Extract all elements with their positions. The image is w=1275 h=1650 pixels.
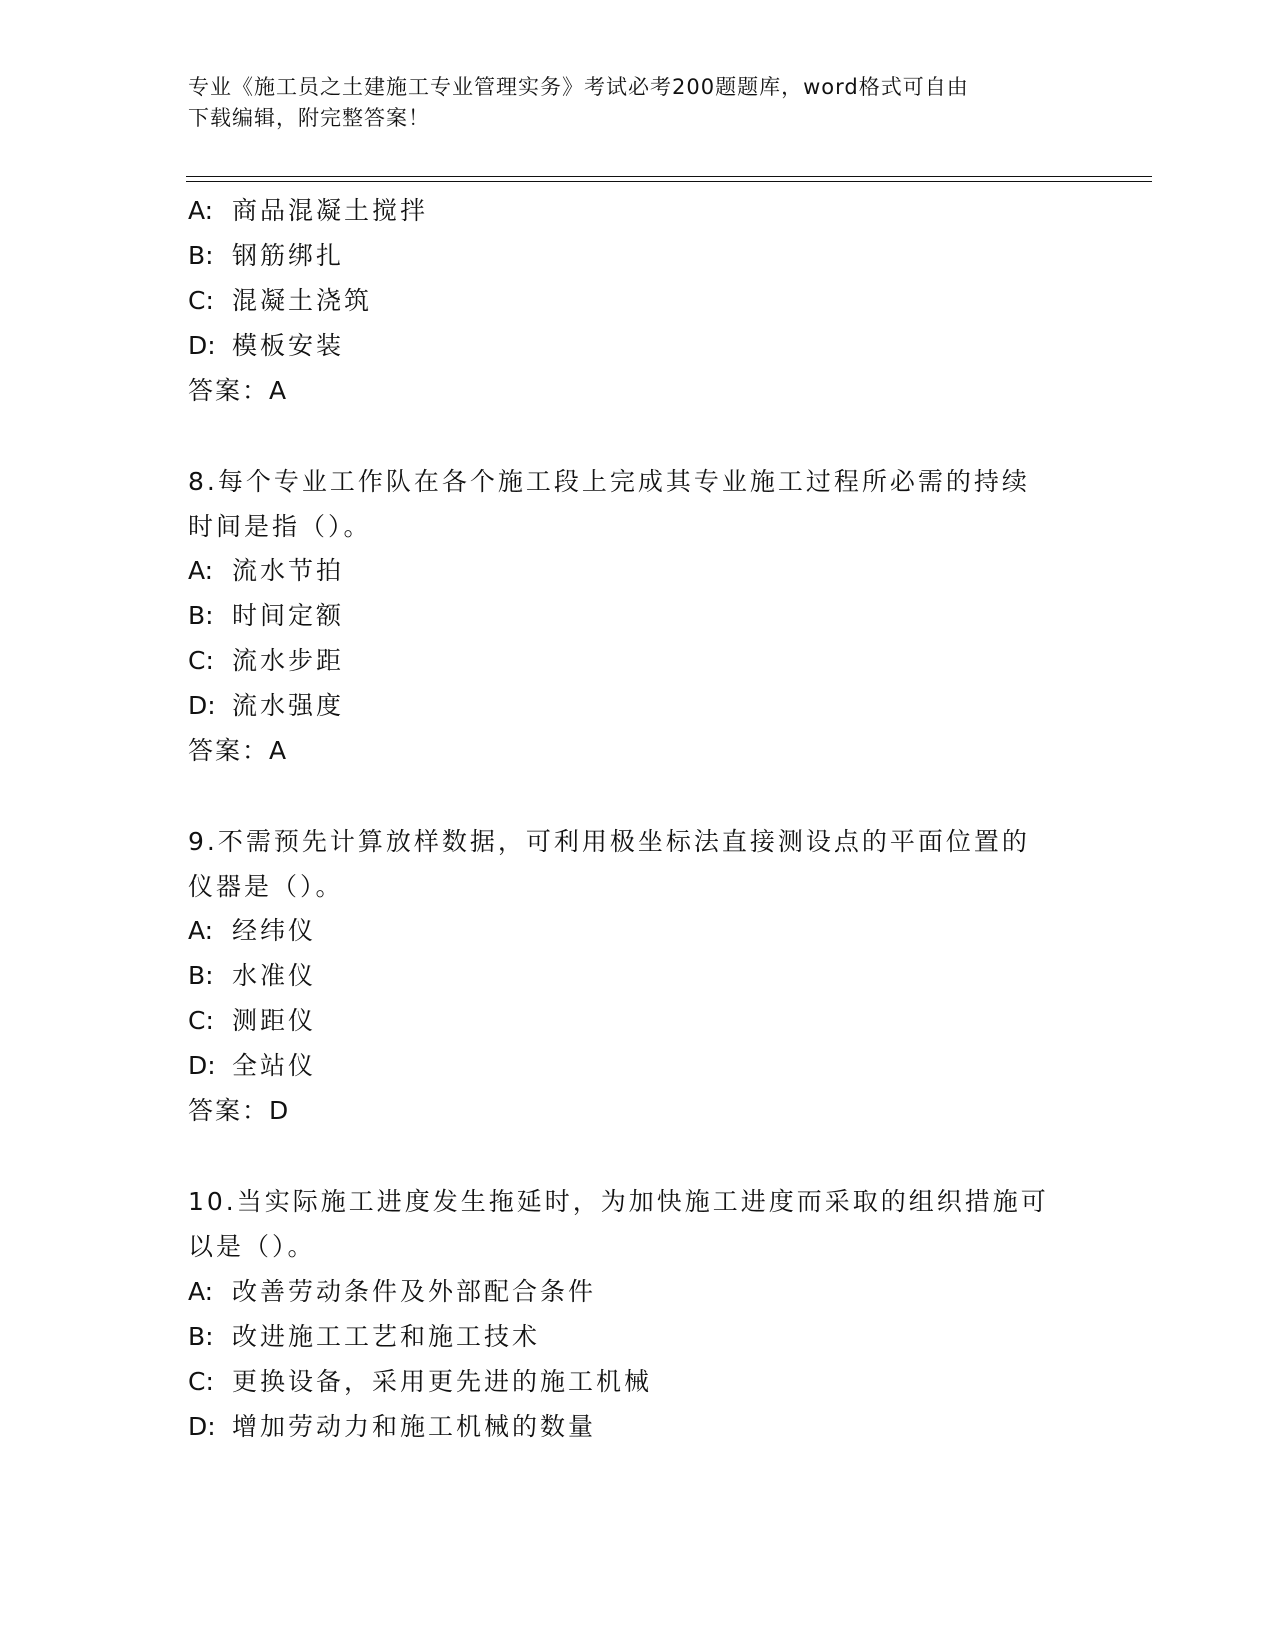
q8-question-line-2: 时间是指（）。 (188, 512, 372, 541)
q8-question-line-1: 8.每个专业工作队在各个施工段上完成其专业施工过程所必需的持续 (188, 467, 1030, 496)
header-line-1: 专业《施工员之土建施工专业管理实务》考试必考200题题库，word格式可自由 (188, 75, 969, 99)
q9-option-c: C: 测距仪 (188, 1006, 317, 1035)
q9-option-b: B: 水准仪 (188, 961, 317, 990)
q10-option-b: B: 改进施工工艺和施工技术 (188, 1322, 541, 1351)
document-header (188, 72, 1068, 134)
q10-option-a: A: 改善劳动条件及外部配合条件 (188, 1277, 597, 1306)
q10-option-d: D: 增加劳动力和施工机械的数量 (188, 1412, 597, 1441)
q8-answer: 答案：A (188, 736, 289, 765)
q8-option-a: A: 流水节拍 (188, 556, 345, 585)
q9-option-d: D: 全站仪 (188, 1051, 317, 1080)
q10-question-line-1: 10.当实际施工进度发生拖延时，为加快施工进度而采取的组织措施可 (188, 1187, 1049, 1216)
q8-option-d: D: 流水强度 (188, 691, 345, 720)
q8-option-c: C: 流水步距 (188, 646, 345, 675)
header-divider-top (186, 176, 1152, 177)
q7-answer: 答案：A (188, 376, 289, 405)
q10-question-line-2: 以是（）。 (188, 1232, 316, 1261)
header-line-2: 下载编辑，附完整答案！ (188, 106, 430, 130)
q9-question-line-1: 9.不需预先计算放样数据，可利用极坐标法直接测设点的平面位置的 (188, 827, 1030, 856)
q8-option-b: B: 时间定额 (188, 601, 345, 630)
header-divider-bottom (186, 181, 1152, 182)
q7-option-c: C: 混凝土浇筑 (188, 286, 373, 315)
q7-option-a: A: 商品混凝土搅拌 (188, 196, 429, 225)
q9-question-line-2: 仪器是（）。 (188, 872, 344, 901)
q10-option-c: C: 更换设备，采用更先进的施工机械 (188, 1367, 653, 1396)
q9-answer: 答案：D (188, 1096, 291, 1125)
q7-option-b: B: 钢筋绑扎 (188, 241, 345, 270)
q7-option-d: D: 模板安装 (188, 331, 345, 360)
q9-option-a: A: 经纬仪 (188, 916, 317, 945)
